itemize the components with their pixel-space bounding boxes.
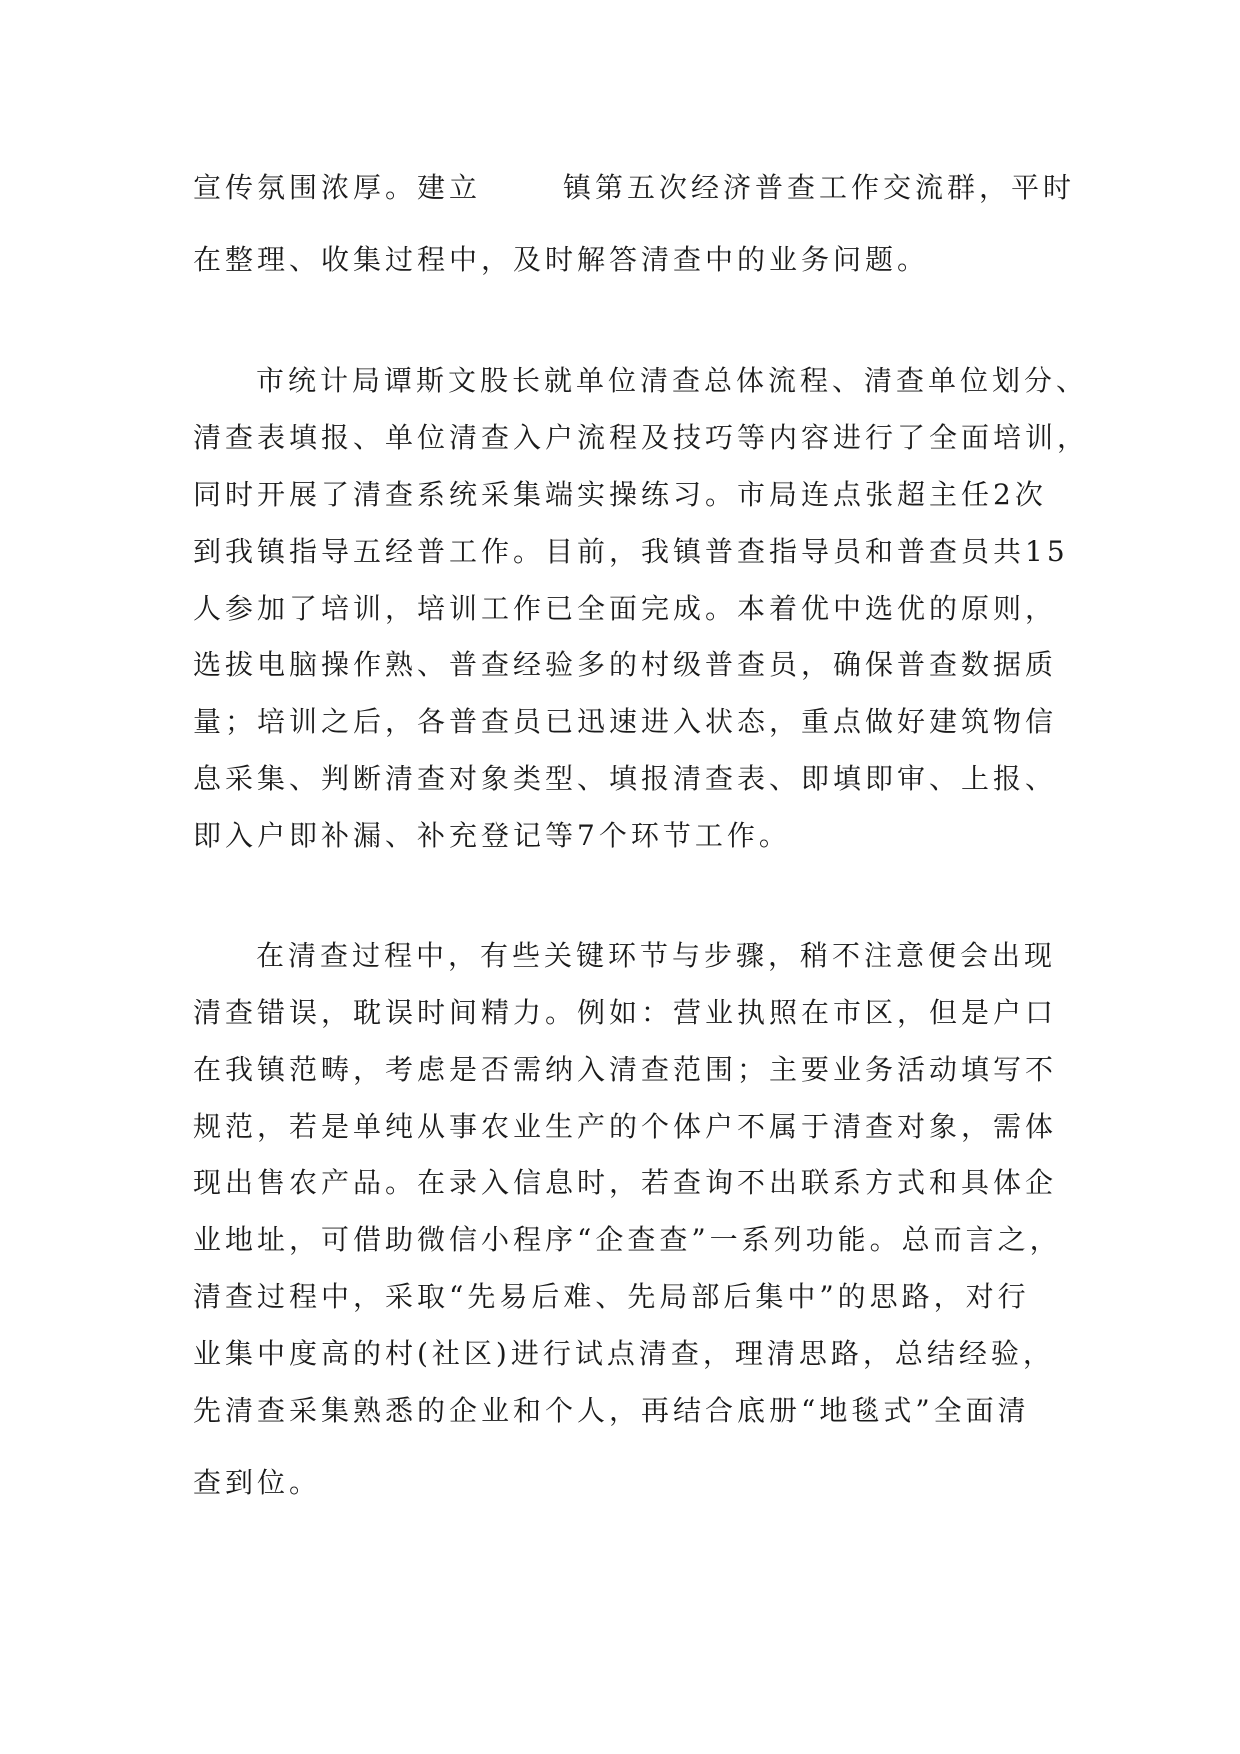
- paragraph-2-line: 人参加了培训，培训工作已全面完成。本着优中选优的原则，: [193, 592, 1058, 625]
- paragraph-3-line: 规范，若是单纯从事农业生产的个体户不属于清查对象，需体: [193, 1110, 1058, 1143]
- paragraph-2-line: 同时开展了清查系统采集端实操练习。市局连点张超主任2次: [193, 478, 1047, 511]
- paragraph-3-line: 清查过程中，采取“先易后难、先局部后集中”的思路，对行: [193, 1280, 1030, 1313]
- paragraph-3-line: 清查错误，耽误时间精力。例如：营业执照在市区，但是户口: [193, 996, 1058, 1029]
- paragraph-1-line-1: [193, 168, 1075, 208]
- paragraph-2-line: 量；培训之后，各普查员已迅速进入状态，重点做好建筑物信: [193, 705, 1058, 738]
- paragraph-3-line: 业地址，可借助微信小程序“企查查”一系列功能。总而言之，: [193, 1223, 1062, 1256]
- paragraph-3-line: 查到位。: [193, 1466, 322, 1499]
- paragraph-3-line: 业集中度高的村(社区)进行试点清查，理清思路，总结经验，: [193, 1337, 1055, 1370]
- paragraph-3-line: 先清查采集熟悉的企业和个人，再结合底册“地毯式”全面清: [193, 1394, 1030, 1427]
- paragraph-2-line: 息采集、判断清查对象类型、填报清查表、即填即审、上报、: [193, 762, 1058, 795]
- paragraph-2-line: 到我镇指导五经普工作。目前，我镇普查指导员和普查员共15: [193, 535, 1069, 568]
- paragraph-3-line: 在清查过程中，有些关键环节与步骤，稍不注意便会出现: [256, 939, 1057, 972]
- paragraph-2-line: 清查表填报、单位清查入户流程及技巧等内容进行了全面培训，: [193, 421, 1090, 454]
- paragraph-2-line: 即入户即补漏、补充登记等7个环节工作。: [193, 819, 791, 852]
- paragraph-2-line: 市统计局谭斯文股长就单位清查总体流程、清查单位划分、: [256, 364, 1089, 397]
- paragraph-2-line: 选拔电脑操作熟、普查经验多的村级普查员，确保普查数据质: [193, 648, 1058, 681]
- paragraph-3-line: 现出售农产品。在录入信息时，若查询不出联系方式和具体企: [193, 1166, 1058, 1199]
- paragraph-1-line-1-start: 宣传氛围浓厚。建立: [193, 171, 482, 204]
- paragraph-1-line-2: 在整理、收集过程中，及时解答清查中的业务问题。: [193, 243, 930, 276]
- paragraph-3-line: 在我镇范畴，考虑是否需纳入清查范围；主要业务活动填写不: [193, 1053, 1058, 1086]
- paragraph-1-line-1-end: 镇第五次经济普查工作交流群，平时: [563, 171, 1076, 204]
